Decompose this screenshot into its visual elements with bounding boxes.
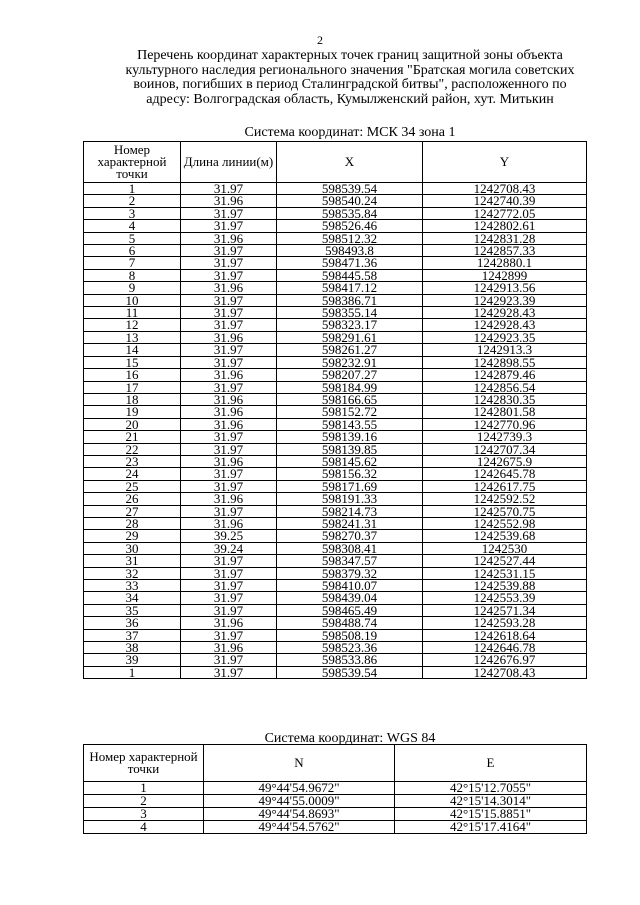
line-length-cell: 31.97: [181, 505, 277, 517]
line-length-cell: 31.96: [181, 455, 277, 467]
table-row: [84, 480, 587, 492]
x-cell: 598386.71: [277, 294, 423, 306]
wgs-coordinates-table: [83, 744, 587, 834]
wgs-caption: Система координат: WGS 84: [264, 731, 436, 746]
point-number-cell: 17: [84, 381, 181, 393]
point-number-cell: 4: [84, 821, 204, 834]
line-length-cell: 31.97: [181, 629, 277, 641]
header-e: E: [395, 745, 587, 782]
line-length-cell: 31.97: [181, 443, 277, 455]
x-cell: 598241.31: [277, 517, 423, 529]
table-row: [84, 443, 587, 455]
page-number: 2: [317, 33, 323, 47]
point-number-cell: 16: [84, 369, 181, 381]
x-cell: 598493.8: [277, 245, 423, 257]
line-length-cell: 31.96: [181, 195, 277, 207]
point-number-cell: 34: [84, 592, 181, 604]
table-row: [84, 381, 587, 393]
x-cell: 598488.74: [277, 617, 423, 629]
line-length-cell: 31.97: [181, 592, 277, 604]
y-cell: 1242913.56: [423, 282, 587, 294]
x-cell: 598535.84: [277, 207, 423, 219]
x-cell: 598308.41: [277, 542, 423, 554]
table-row: [84, 307, 587, 319]
wgs-table-body: [84, 782, 587, 834]
x-cell: 598139.85: [277, 443, 423, 455]
y-cell: 1242772.05: [423, 207, 587, 219]
point-number-cell: 1: [84, 782, 204, 795]
y-cell: 1242593.28: [423, 617, 587, 629]
line-length-cell: 31.97: [181, 666, 277, 678]
n-cell: 49°44'54.8693": [204, 808, 395, 821]
msk-caption: Система координат: МСК 34 зона 1: [244, 125, 456, 140]
y-cell: 1242708.43: [423, 666, 587, 678]
table-row: [84, 269, 587, 281]
x-cell: 598523.36: [277, 642, 423, 654]
n-cell: 49°44'54.9672": [204, 782, 395, 795]
x-cell: 598207.27: [277, 369, 423, 381]
point-number-cell: 18: [84, 393, 181, 405]
x-cell: 598526.46: [277, 220, 423, 232]
x-cell: 598539.54: [277, 183, 423, 195]
y-cell: 1242928.43: [423, 319, 587, 331]
x-cell: 598184.99: [277, 381, 423, 393]
point-number-cell: 3: [84, 808, 204, 821]
e-cell: 42°15'12.7055": [395, 782, 587, 795]
y-cell: 1242923.35: [423, 331, 587, 343]
table-row: [84, 195, 587, 207]
table-row: [84, 418, 587, 430]
y-cell: 1242898.55: [423, 356, 587, 368]
line-length-cell: 31.97: [181, 356, 277, 368]
point-number-cell: 36: [84, 617, 181, 629]
x-cell: 598512.32: [277, 232, 423, 244]
x-cell: 598152.72: [277, 406, 423, 418]
point-number-cell: 1: [84, 183, 181, 195]
x-cell: 598347.57: [277, 555, 423, 567]
table-row: [84, 455, 587, 467]
point-number-cell: 14: [84, 344, 181, 356]
title-line: культурного наследия регионального значения "Братская могила советских: [125, 62, 575, 78]
point-number-cell: 26: [84, 493, 181, 505]
x-cell: 598508.19: [277, 629, 423, 641]
x-cell: 598439.04: [277, 592, 423, 604]
point-number-cell: 9: [84, 282, 181, 294]
line-length-cell: 31.97: [181, 220, 277, 232]
y-cell: 1242592.52: [423, 493, 587, 505]
point-number-cell: 2: [84, 195, 181, 207]
table-row: [84, 493, 587, 505]
y-cell: 1242830.35: [423, 393, 587, 405]
point-number-cell: 5: [84, 232, 181, 244]
title-line: Перечень координат характерных точек границ защитной зоны объекта: [137, 48, 563, 63]
x-cell: 598166.65: [277, 393, 423, 405]
document-title: [100, 49, 600, 107]
header-x: X: [277, 142, 423, 183]
y-cell: 1242527.44: [423, 555, 587, 567]
x-cell: 598533.86: [277, 654, 423, 666]
y-cell: 1242553.39: [423, 592, 587, 604]
point-number-cell: 13: [84, 331, 181, 343]
title-line: воинов, погибших в период Сталинградской битвы", расположенного по: [133, 77, 567, 92]
table-row: [84, 369, 587, 381]
x-cell: 598417.12: [277, 282, 423, 294]
point-number-cell: 4: [84, 220, 181, 232]
header-line-length: Длина линии(м): [181, 142, 277, 183]
y-cell: 1242539.88: [423, 580, 587, 592]
table-row: [84, 319, 587, 331]
y-cell: 1242739.3: [423, 431, 587, 443]
line-length-cell: 31.97: [181, 269, 277, 281]
line-length-cell: 31.97: [181, 183, 277, 195]
line-length-cell: 31.96: [181, 517, 277, 529]
line-length-cell: 31.96: [181, 406, 277, 418]
y-cell: 1242552.98: [423, 517, 587, 529]
e-cell: 42°15'15.8851": [395, 808, 587, 821]
line-length-cell: 31.96: [181, 369, 277, 381]
table-row: [84, 654, 587, 666]
x-cell: 598261.27: [277, 344, 423, 356]
table-row: [84, 393, 587, 405]
y-cell: 1242913.3: [423, 344, 587, 356]
line-length-cell: 31.97: [181, 344, 277, 356]
x-cell: 598139.16: [277, 431, 423, 443]
table-row: [84, 592, 587, 604]
table-row: [84, 555, 587, 567]
y-cell: 1242531.15: [423, 567, 587, 579]
line-length-cell: 31.97: [181, 468, 277, 480]
point-number-cell: 8: [84, 269, 181, 281]
line-length-cell: 31.96: [181, 232, 277, 244]
y-cell: 1242618.64: [423, 629, 587, 641]
x-cell: 598143.55: [277, 418, 423, 430]
point-number-cell: 30: [84, 542, 181, 554]
e-cell: 42°15'17.4164": [395, 821, 587, 834]
point-number-cell: 38: [84, 642, 181, 654]
y-cell: 1242880.1: [423, 257, 587, 269]
point-number-cell: 10: [84, 294, 181, 306]
point-number-cell: 19: [84, 406, 181, 418]
x-cell: 598145.62: [277, 455, 423, 467]
line-length-cell: 31.97: [181, 307, 277, 319]
y-cell: 1242645.78: [423, 468, 587, 480]
point-number-cell: 2: [84, 795, 204, 808]
x-cell: 598214.73: [277, 505, 423, 517]
point-number-cell: 32: [84, 567, 181, 579]
x-cell: 598540.24: [277, 195, 423, 207]
point-number-cell: 7: [84, 257, 181, 269]
table-row: [84, 183, 587, 195]
table-row: [84, 567, 587, 579]
table-row: [84, 431, 587, 443]
point-number-cell: 21: [84, 431, 181, 443]
point-number-cell: 35: [84, 604, 181, 616]
table-row: [84, 294, 587, 306]
line-length-cell: 39.25: [181, 530, 277, 542]
y-cell: 1242831.28: [423, 232, 587, 244]
line-length-cell: 31.96: [181, 617, 277, 629]
x-cell: 598171.69: [277, 480, 423, 492]
title-line: адресу: Волгоградская область, Кумылженский район, хут. Митькин: [146, 91, 554, 107]
y-cell: 1242856.54: [423, 381, 587, 393]
line-length-cell: 31.96: [181, 393, 277, 405]
table-row: [84, 795, 587, 808]
table-row: [84, 344, 587, 356]
point-number-cell: 3: [84, 207, 181, 219]
table-row: [84, 356, 587, 368]
line-length-cell: 31.97: [181, 580, 277, 592]
x-cell: 598379.32: [277, 567, 423, 579]
y-cell: 1242570.75: [423, 505, 587, 517]
point-number-cell: 25: [84, 480, 181, 492]
msk-coordinates-table: [83, 141, 587, 679]
point-number-cell: 28: [84, 517, 181, 529]
point-number-cell: 37: [84, 629, 181, 641]
x-cell: 598445.58: [277, 269, 423, 281]
x-cell: 598191.33: [277, 493, 423, 505]
table-row: [84, 257, 587, 269]
table-row: [84, 232, 587, 244]
y-cell: 1242708.43: [423, 183, 587, 195]
y-cell: 1242571.34: [423, 604, 587, 616]
point-number-cell: 31: [84, 555, 181, 567]
point-number-cell: 12: [84, 319, 181, 331]
table-row: [84, 245, 587, 257]
table-row: [84, 331, 587, 343]
point-number-cell: 22: [84, 443, 181, 455]
header-n: N: [204, 745, 395, 782]
line-length-cell: 31.96: [181, 642, 277, 654]
point-number-cell: 39: [84, 654, 181, 666]
line-length-cell: 31.97: [181, 567, 277, 579]
x-cell: 598270.37: [277, 530, 423, 542]
y-cell: 1242899: [423, 269, 587, 281]
y-cell: 1242770.96: [423, 418, 587, 430]
msk-table-body: [84, 183, 587, 679]
y-cell: 1242539.68: [423, 530, 587, 542]
table-row: [84, 505, 587, 517]
header-point-number: Номер характерной точки: [84, 142, 181, 183]
x-cell: 598471.36: [277, 257, 423, 269]
table-row: [84, 808, 587, 821]
y-cell: 1242676.97: [423, 654, 587, 666]
y-cell: 1242857.33: [423, 245, 587, 257]
y-cell: 1242646.78: [423, 642, 587, 654]
x-cell: 598465.49: [277, 604, 423, 616]
e-cell: 42°15'14.3014": [395, 795, 587, 808]
y-cell: 1242879.46: [423, 369, 587, 381]
n-cell: 49°44'55.0009": [204, 795, 395, 808]
table-row: [84, 666, 587, 678]
header-point-number: Номер характерной точки: [84, 745, 204, 782]
table-row: [84, 542, 587, 554]
table-row: [84, 604, 587, 616]
y-cell: 1242707.34: [423, 443, 587, 455]
y-cell: 1242801.58: [423, 406, 587, 418]
n-cell: 49°44'54.5762": [204, 821, 395, 834]
line-length-cell: 31.97: [181, 480, 277, 492]
line-length-cell: 31.97: [181, 319, 277, 331]
x-cell: 598156.32: [277, 468, 423, 480]
table-row: [84, 207, 587, 219]
y-cell: 1242617.75: [423, 480, 587, 492]
table-row: [84, 617, 587, 629]
point-number-cell: 20: [84, 418, 181, 430]
y-cell: 1242530: [423, 542, 587, 554]
point-number-cell: 1: [84, 666, 181, 678]
line-length-cell: 31.96: [181, 331, 277, 343]
point-number-cell: 33: [84, 580, 181, 592]
y-cell: 1242802.61: [423, 220, 587, 232]
table-row: [84, 468, 587, 480]
point-number-cell: 6: [84, 245, 181, 257]
header-y: Y: [423, 142, 587, 183]
x-cell: 598539.54: [277, 666, 423, 678]
table-row: [84, 629, 587, 641]
table-row: [84, 282, 587, 294]
line-length-cell: 31.97: [181, 555, 277, 567]
point-number-cell: 29: [84, 530, 181, 542]
line-length-cell: 31.97: [181, 604, 277, 616]
line-length-cell: 39.24: [181, 542, 277, 554]
line-length-cell: 31.96: [181, 493, 277, 505]
line-length-cell: 31.96: [181, 418, 277, 430]
line-length-cell: 31.97: [181, 294, 277, 306]
table-row: [84, 782, 587, 795]
table-row: [84, 642, 587, 654]
x-cell: 598355.14: [277, 307, 423, 319]
point-number-cell: 24: [84, 468, 181, 480]
table-row: [84, 406, 587, 418]
line-length-cell: 31.96: [181, 282, 277, 294]
line-length-cell: 31.97: [181, 654, 277, 666]
point-number-cell: 27: [84, 505, 181, 517]
y-cell: 1242675.9: [423, 455, 587, 467]
table-row: [84, 517, 587, 529]
x-cell: 598232.91: [277, 356, 423, 368]
x-cell: 598291.61: [277, 331, 423, 343]
table-row: [84, 821, 587, 834]
y-cell: 1242740.39: [423, 195, 587, 207]
line-length-cell: 31.97: [181, 381, 277, 393]
table-row: [84, 530, 587, 542]
table-row: [84, 580, 587, 592]
point-number-cell: 23: [84, 455, 181, 467]
y-cell: 1242928.43: [423, 307, 587, 319]
table-row: [84, 220, 587, 232]
line-length-cell: 31.97: [181, 207, 277, 219]
line-length-cell: 31.97: [181, 431, 277, 443]
point-number-cell: 15: [84, 356, 181, 368]
x-cell: 598323.17: [277, 319, 423, 331]
line-length-cell: 31.97: [181, 245, 277, 257]
y-cell: 1242923.39: [423, 294, 587, 306]
point-number-cell: 11: [84, 307, 181, 319]
x-cell: 598410.07: [277, 580, 423, 592]
line-length-cell: 31.97: [181, 257, 277, 269]
